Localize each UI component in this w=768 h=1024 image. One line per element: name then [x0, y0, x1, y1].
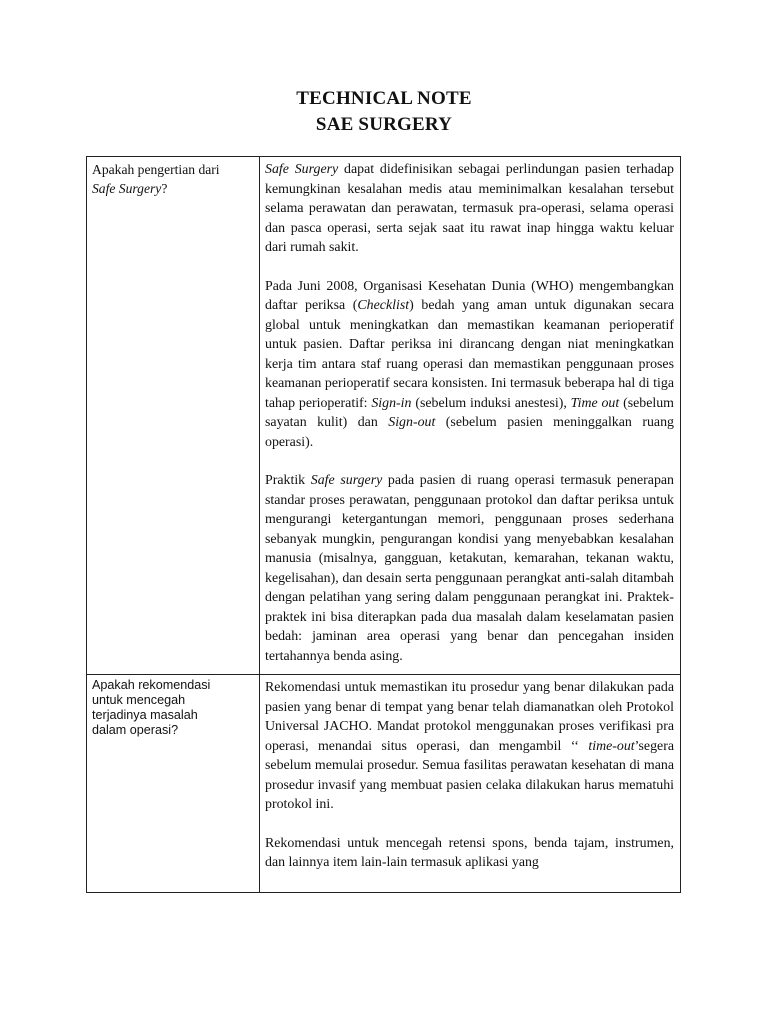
document-subtitle: SAE SURGERY: [315, 114, 453, 135]
text: Praktik: [265, 473, 311, 488]
term: Safe Surgery: [265, 162, 339, 177]
text: pada pasien di ruang operasi termasuk penerapan standar proses perawatan, penggunaan protokol dan daftar periksa untuk mengurangi ketergantungan memori, penggunaan proses sederhana sebanyak mungkin, pengurangan kondisi yang menyebabkan kesalahan manusia (misalnya, gangguan, ketakutan, kemarahan, tekanan waktu, kegelisahan), dan desain serta penggunaan perangkat anti-salah ditambah dengan pelatihan yang sering dalam penggunaan perangkat ini. Praktek-praktek ini bisa diterapkan pada dua masalah dalam keselamatan pasien bedah: jaminan area operasi yang benar dan pencegahan insiden tertahannya benda asing.: [265, 473, 675, 664]
question-text: [92, 160, 253, 198]
question-term: Safe Surgery: [92, 181, 162, 196]
question-line: untuk mencegah: [92, 693, 186, 707]
question-line: terjadinya masalah: [92, 708, 198, 722]
text: Rekomendasi untuk memastikan itu prosedur yang benar dilakukan pada pasien yang benar di tempat yang benar telah diamanatkan oleh Protokol Universal JACHO. Mandat protokol menggunakan proses verifikasi pra operasi, menandai situs operasi, dan mengambil ‘‘: [265, 680, 674, 754]
question-text-part: Apakah pengertian dari: [92, 162, 220, 177]
question-cell: [87, 157, 260, 675]
text: Pada Juni 2008, Organisasi Kesehatan Dunia (WHO) mengembangkan daftar periksa (: [265, 278, 674, 313]
table-row: [87, 157, 681, 675]
answer-cell: [260, 675, 681, 893]
term: Safe surgery: [310, 473, 383, 488]
text: ’segera sebelum memulai prosedur. Semua fasilitas perawatan kesehatan di mana prosedur invasif yang membuat pasien celaka dilakukan harus mematuhi protokol ini.: [265, 738, 674, 812]
text: Rekomendasi untuk mencegah retensi spons, benda tajam, instrumen, dan lainnya item lain-lain termasuk aplikasi yang: [265, 835, 674, 870]
answer-paragraph: [265, 277, 674, 453]
term: time-out: [588, 738, 635, 754]
term: Time out: [570, 395, 620, 411]
text: (sebelum pasien meninggalkan ruang operasi).: [265, 415, 674, 450]
text: (sebelum induksi anestesi),: [411, 395, 571, 411]
term: Sign-out: [388, 415, 436, 430]
question-cell: [87, 675, 260, 893]
answer-paragraph: [265, 471, 674, 666]
document-title: TECHNICAL NOTE: [296, 88, 472, 109]
text: ) bedah yang aman untuk digunakan secara global untuk meningkatkan dan memastikan keamanan perioperatif untuk pasien. Daftar periksa ini dirancang dengan niat meningkatkan kerja tim antara staf ruang operasi dan memastikan penggunaan proses keamanan perioperatif secara konsisten. Ini termasuk beberapa hal di tiga tahap perioperatif:: [265, 298, 674, 411]
text: dapat didefinisikan sebagai perlindungan pasien terhadap kemungkinan kesalahan medis atau meminimalkan kesalahan tersebut selama perawatan dan perawatan, termasuk pra-operasi, selama operasi dan pasca operasi, serta sejak saat itu rawat inap hingga waktu keluar dari rumah sakit.: [265, 162, 674, 255]
term: Sign-in: [371, 395, 412, 411]
qa-table: [86, 156, 681, 893]
text: (sebelum sayatan kulit) dan: [265, 395, 674, 430]
term: Checklist: [357, 298, 410, 313]
question-line: dalam operasi?: [92, 723, 179, 737]
table-row: [87, 675, 681, 893]
question-line: Apakah rekomendasi: [92, 678, 211, 692]
answer-paragraph: [265, 678, 674, 815]
answer-paragraph: [265, 834, 674, 873]
answer-cell: [260, 157, 681, 675]
answer-paragraph: [265, 160, 674, 258]
question-mark: ?: [161, 181, 168, 196]
